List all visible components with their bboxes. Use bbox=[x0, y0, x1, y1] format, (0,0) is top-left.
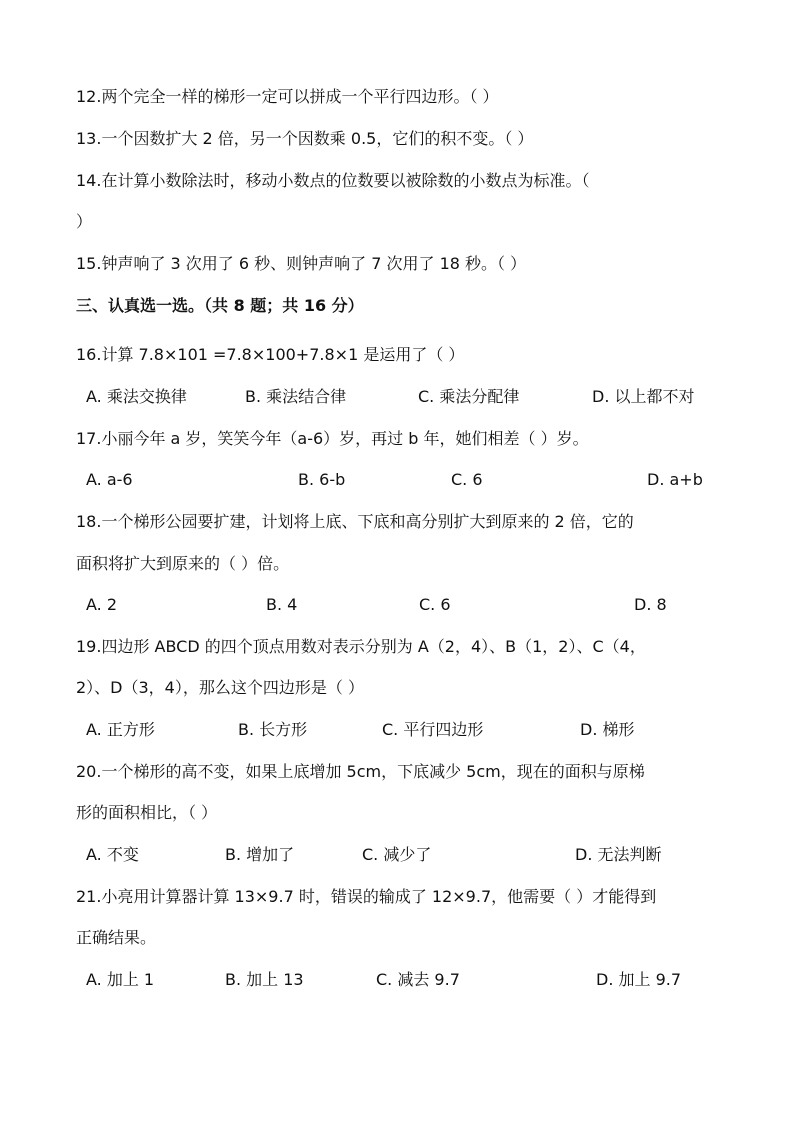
q16-option-d[interactable]: D. 以上都不对 bbox=[592, 387, 695, 406]
q21-option-c[interactable]: C. 减去 9.7 bbox=[376, 970, 460, 989]
question-21-line-2: 正确结果。 bbox=[76, 928, 157, 947]
q20-option-b[interactable]: B. 增加了 bbox=[225, 845, 295, 864]
question-13: 13.一个因数扩大 2 倍，另一个因数乘 0.5，它们的积不变。（ ） bbox=[76, 129, 534, 148]
question-12: 12.两个完全一样的梯形一定可以拼成一个平行四边形。（ ） bbox=[76, 87, 499, 106]
q18-option-a[interactable]: A. 2 bbox=[86, 595, 118, 614]
q17-option-c[interactable]: C. 6 bbox=[451, 470, 483, 489]
question-19-line-1: 19.四边形 ABCD 的四个顶点用数对表示分别为 A（2，4）、B（1，2）、C（4， bbox=[76, 637, 646, 656]
q16-option-a[interactable]: A. 乘法交换律 bbox=[86, 387, 187, 406]
q18-option-c[interactable]: C. 6 bbox=[419, 595, 451, 614]
q20-option-a[interactable]: A. 不变 bbox=[86, 845, 139, 864]
question-20-line-2: 形的面积相比，（ ） bbox=[76, 803, 218, 822]
q19-option-b[interactable]: B. 长方形 bbox=[238, 720, 308, 739]
q21-option-b[interactable]: B. 加上 13 bbox=[225, 970, 304, 989]
q19-option-c[interactable]: C. 平行四边形 bbox=[382, 720, 484, 739]
q16-option-b[interactable]: B. 乘法结合律 bbox=[245, 387, 347, 406]
question-20-line-1: 20.一个梯形的高不变，如果上底增加 5cm，下底减少 5cm，现在的面积与原梯 bbox=[76, 762, 645, 781]
q20-option-d[interactable]: D. 无法判断 bbox=[575, 845, 662, 864]
q17-option-d[interactable]: D. a+b bbox=[647, 470, 703, 489]
q19-option-d[interactable]: D. 梯形 bbox=[580, 720, 635, 739]
q18-option-b[interactable]: B. 4 bbox=[266, 595, 298, 614]
question-17: 17.小丽今年 a 岁，笑笑今年（a-6）岁，再过 b 年，她们相差（ ）岁。 bbox=[76, 429, 589, 448]
question-18-line-2: 面积将扩大到原来的（ ）倍。 bbox=[76, 554, 290, 573]
q19-option-a[interactable]: A. 正方形 bbox=[86, 720, 155, 739]
question-18-line-1: 18.一个梯形公园要扩建，计划将上底、下底和高分别扩大到原来的 2 倍，它的 bbox=[76, 512, 634, 531]
q21-option-d[interactable]: D. 加上 9.7 bbox=[596, 970, 682, 989]
question-14-line-2: ） bbox=[76, 212, 93, 231]
question-16: 16.计算 7.8×101 =7.8×100+7.8×1 是运用了（ ） bbox=[76, 345, 465, 364]
question-15: 15.钟声响了 3 次用了 6 秒、则钟声响了 7 次用了 18 秒。（ ） bbox=[76, 254, 527, 273]
q18-option-d[interactable]: D. 8 bbox=[634, 595, 667, 614]
section-3-heading: 三、认真选一选。（共 8 题；共 16 分） bbox=[76, 296, 364, 315]
q17-option-a[interactable]: A. a-6 bbox=[86, 470, 133, 489]
q21-option-a[interactable]: A. 加上 1 bbox=[86, 970, 155, 989]
question-19-line-2: 2）、D（3，4），那么这个四边形是（ ） bbox=[76, 678, 364, 697]
q16-option-c[interactable]: C. 乘法分配律 bbox=[418, 387, 520, 406]
q20-option-c[interactable]: C. 减少了 bbox=[362, 845, 432, 864]
question-21-line-1: 21.小亮用计算器计算 13×9.7 时，错误的输成了 12×9.7，他需要（ ）才能得到 bbox=[76, 887, 657, 906]
question-14-line-1: 14.在计算小数除法时，移动小数点的位数要以被除数的小数点为标准。（ bbox=[76, 171, 590, 190]
q17-option-b[interactable]: B. 6-b bbox=[298, 470, 346, 489]
